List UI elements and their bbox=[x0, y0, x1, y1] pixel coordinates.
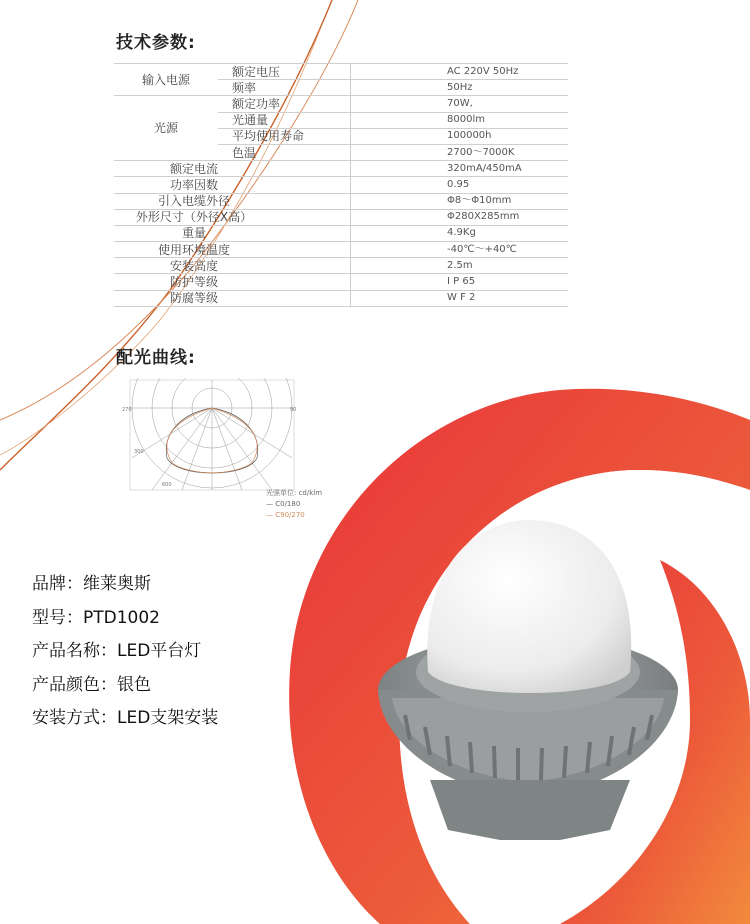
spec-name: 频率 bbox=[218, 80, 351, 96]
table-row bbox=[114, 161, 568, 177]
spec-value: Φ280X285mm bbox=[351, 209, 569, 225]
spec-value: 320mA/450mA bbox=[351, 161, 569, 177]
table-row bbox=[114, 258, 568, 274]
spec-value: I P 65 bbox=[351, 274, 569, 290]
spec-group-label: 输入电源 bbox=[114, 64, 218, 96]
spec-name: 额定功率 bbox=[218, 96, 351, 112]
spec-value: -40℃～+40℃ bbox=[351, 242, 569, 258]
spec-name: 外形尺寸（外径X高） bbox=[114, 209, 351, 225]
table-row bbox=[114, 290, 568, 306]
table-row bbox=[114, 177, 568, 193]
table-row bbox=[114, 274, 568, 290]
legend-item: — C90/270 bbox=[266, 511, 305, 519]
product-install: 安装方式：LED支架安装 bbox=[32, 708, 219, 728]
spec-value: 2.5m bbox=[351, 258, 569, 274]
spec-name: 色温 bbox=[218, 144, 351, 160]
table-row bbox=[114, 242, 568, 258]
polar-distribution-diagram bbox=[122, 378, 302, 493]
legend-series-c0: C0/180 bbox=[275, 500, 301, 508]
radial-label: 300 bbox=[134, 449, 144, 455]
spec-name: 引入电缆外径 bbox=[114, 193, 351, 209]
spec-value: 70W, bbox=[351, 96, 569, 112]
angle-label: 90 bbox=[290, 407, 297, 413]
legend-item: — C0/180 bbox=[266, 500, 301, 508]
product-brand: 品牌：维莱奥斯 bbox=[32, 574, 151, 594]
spec-value: 4.9Kg bbox=[351, 225, 569, 241]
product-info bbox=[32, 572, 218, 740]
spec-value: W F 2 bbox=[351, 290, 569, 306]
spec-name: 额定电压 bbox=[218, 64, 351, 80]
spec-value: 8000lm bbox=[351, 112, 569, 128]
spec-name: 使用环境温度 bbox=[114, 242, 351, 258]
spec-value: 0.95 bbox=[351, 177, 569, 193]
spec-name: 防腐等级 bbox=[114, 290, 351, 306]
radial-label: 600 bbox=[162, 482, 172, 488]
angle-label: 270 bbox=[122, 407, 132, 413]
spec-name: 安装高度 bbox=[114, 258, 351, 274]
table-row bbox=[114, 193, 568, 209]
product-name: 产品名称：LED平台灯 bbox=[32, 641, 202, 661]
spec-name: 额定电流 bbox=[114, 161, 351, 177]
product-color: 产品颜色：银色 bbox=[32, 674, 151, 695]
spec-name: 重量 bbox=[114, 225, 351, 241]
spec-value: 100000h bbox=[351, 128, 569, 144]
spec-name: 防护等级 bbox=[114, 274, 351, 290]
table-row bbox=[114, 96, 568, 112]
table-row bbox=[114, 225, 568, 241]
spec-value: 50Hz bbox=[351, 80, 569, 96]
spec-value: 2700～7000K bbox=[351, 144, 569, 160]
spec-table bbox=[114, 63, 568, 307]
product-model: 型号：PTD1002 bbox=[32, 607, 160, 628]
spec-name: 平均使用寿命 bbox=[218, 128, 351, 144]
spec-value: AC 220V 50Hz bbox=[351, 64, 569, 80]
light-distribution-title: 配光曲线: bbox=[116, 348, 196, 368]
spec-group-label: 光源 bbox=[114, 96, 218, 161]
table-row bbox=[114, 209, 568, 225]
table-row bbox=[114, 64, 568, 80]
legend-unit: 光强单位: cd/klm bbox=[266, 489, 323, 497]
spec-name: 功率因数 bbox=[114, 177, 351, 193]
tech-params-title: 技术参数: bbox=[116, 33, 196, 53]
polar-legend bbox=[266, 488, 322, 521]
legend-series-c90: C90/270 bbox=[275, 511, 305, 519]
spec-name: 光通量 bbox=[218, 112, 351, 128]
spec-value: Φ8～Φ10mm bbox=[351, 193, 569, 209]
